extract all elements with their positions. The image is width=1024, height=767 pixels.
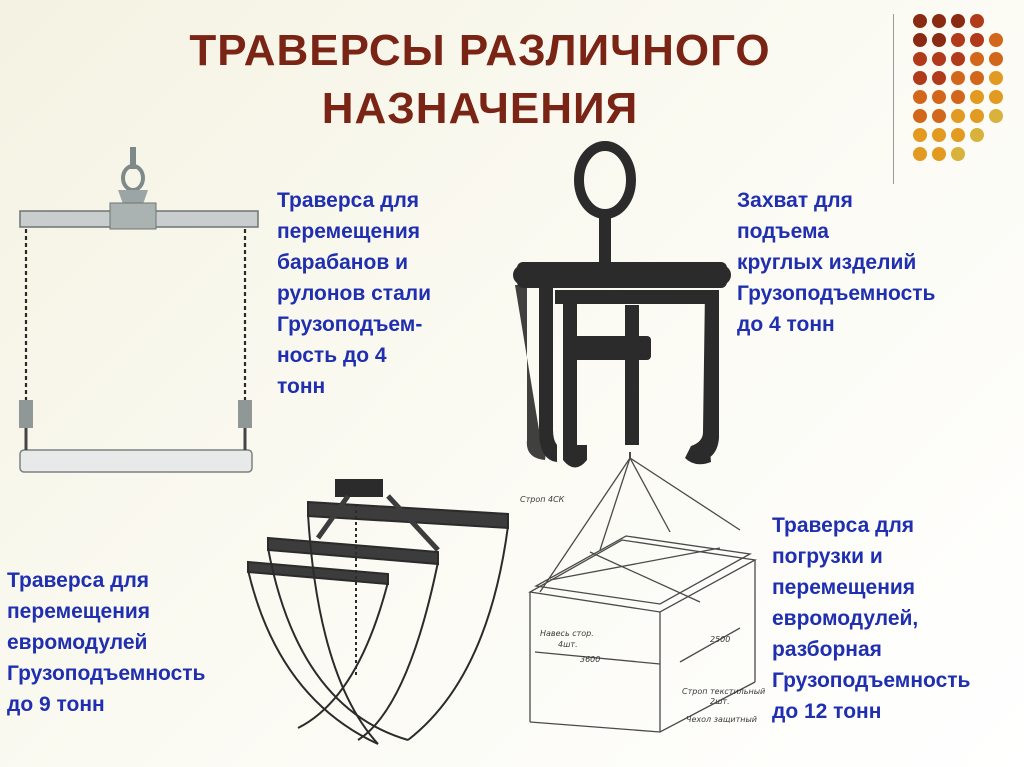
label-height: 2500 — [710, 635, 731, 644]
decorative-dot — [970, 90, 984, 104]
decorative-dot — [970, 109, 984, 123]
decorative-dot — [932, 52, 946, 66]
decorative-dot — [989, 90, 1003, 104]
decorative-dot — [913, 33, 927, 47]
drum-traverse-image — [10, 145, 260, 480]
caption-euromodule-12t: Траверса для погрузки и перемещения евромодулей, разборная Грузоподъемность до 12 тонн — [772, 514, 971, 723]
label-textile-qty: 2шт. — [710, 697, 730, 706]
label-beam: Навесь стор. — [540, 629, 594, 638]
decorative-dot — [932, 33, 946, 47]
decorative-dot — [989, 109, 1003, 123]
decorative-dot — [913, 52, 927, 66]
decorative-dot — [932, 14, 946, 28]
decorative-dot — [932, 71, 946, 85]
decorative-dot — [989, 52, 1003, 66]
caption-euromodule-9t: Траверса для перемещения евромодулей Грузоподъемность до 9 тонн — [7, 569, 206, 716]
decorative-dot — [913, 90, 927, 104]
decorative-dot — [932, 147, 946, 161]
decorative-dot — [951, 33, 965, 47]
decorative-dot — [932, 109, 946, 123]
decorative-dot — [932, 90, 946, 104]
decorative-dot — [913, 71, 927, 85]
decorative-dot — [989, 71, 1003, 85]
label-length: 3600 — [580, 655, 601, 664]
decorative-dot — [951, 147, 965, 161]
title-line-2: НАЗНАЧЕНИЯ — [321, 84, 639, 133]
label-beam-qty: 4шт. — [558, 640, 578, 649]
divider-line — [893, 14, 894, 184]
caption-round-gripper: Захват для подъема круглых изделий Грузоподъемность до 4 тонн — [737, 189, 936, 336]
decorative-dot — [913, 147, 927, 161]
label-strop: Строп 4СК — [520, 495, 565, 504]
decorative-dot — [970, 71, 984, 85]
caption-drum-traverse: Траверса для перемещения барабанов и рулонов стали Грузоподъем- ность до 4 тонн — [277, 189, 431, 398]
decorative-dot — [951, 90, 965, 104]
decorative-dot — [913, 109, 927, 123]
decorative-dot — [989, 33, 1003, 47]
decorative-dot — [951, 52, 965, 66]
decorative-dot — [913, 128, 927, 142]
decorative-dot — [951, 128, 965, 142]
decorative-dot — [951, 14, 965, 28]
euromodule-traverse-12t-drawing — [510, 452, 780, 737]
label-textile: Строп текстильный — [682, 687, 766, 696]
decorative-dot — [951, 109, 965, 123]
decorative-dot — [913, 14, 927, 28]
round-item-gripper-image — [505, 140, 735, 475]
decorative-dot — [970, 33, 984, 47]
decorative-dot — [951, 71, 965, 85]
euromodule-traverse-9t-image — [238, 478, 528, 746]
label-cover: Чехол защитный — [686, 715, 757, 724]
decorative-dot — [970, 128, 984, 142]
decorative-dot — [932, 128, 946, 142]
title-line-1: ТРАВЕРСЫ РАЗЛИЧНОГО — [189, 26, 771, 75]
decorative-dot — [970, 52, 984, 66]
decorative-dot — [970, 14, 984, 28]
slide-title — [80, 22, 880, 138]
